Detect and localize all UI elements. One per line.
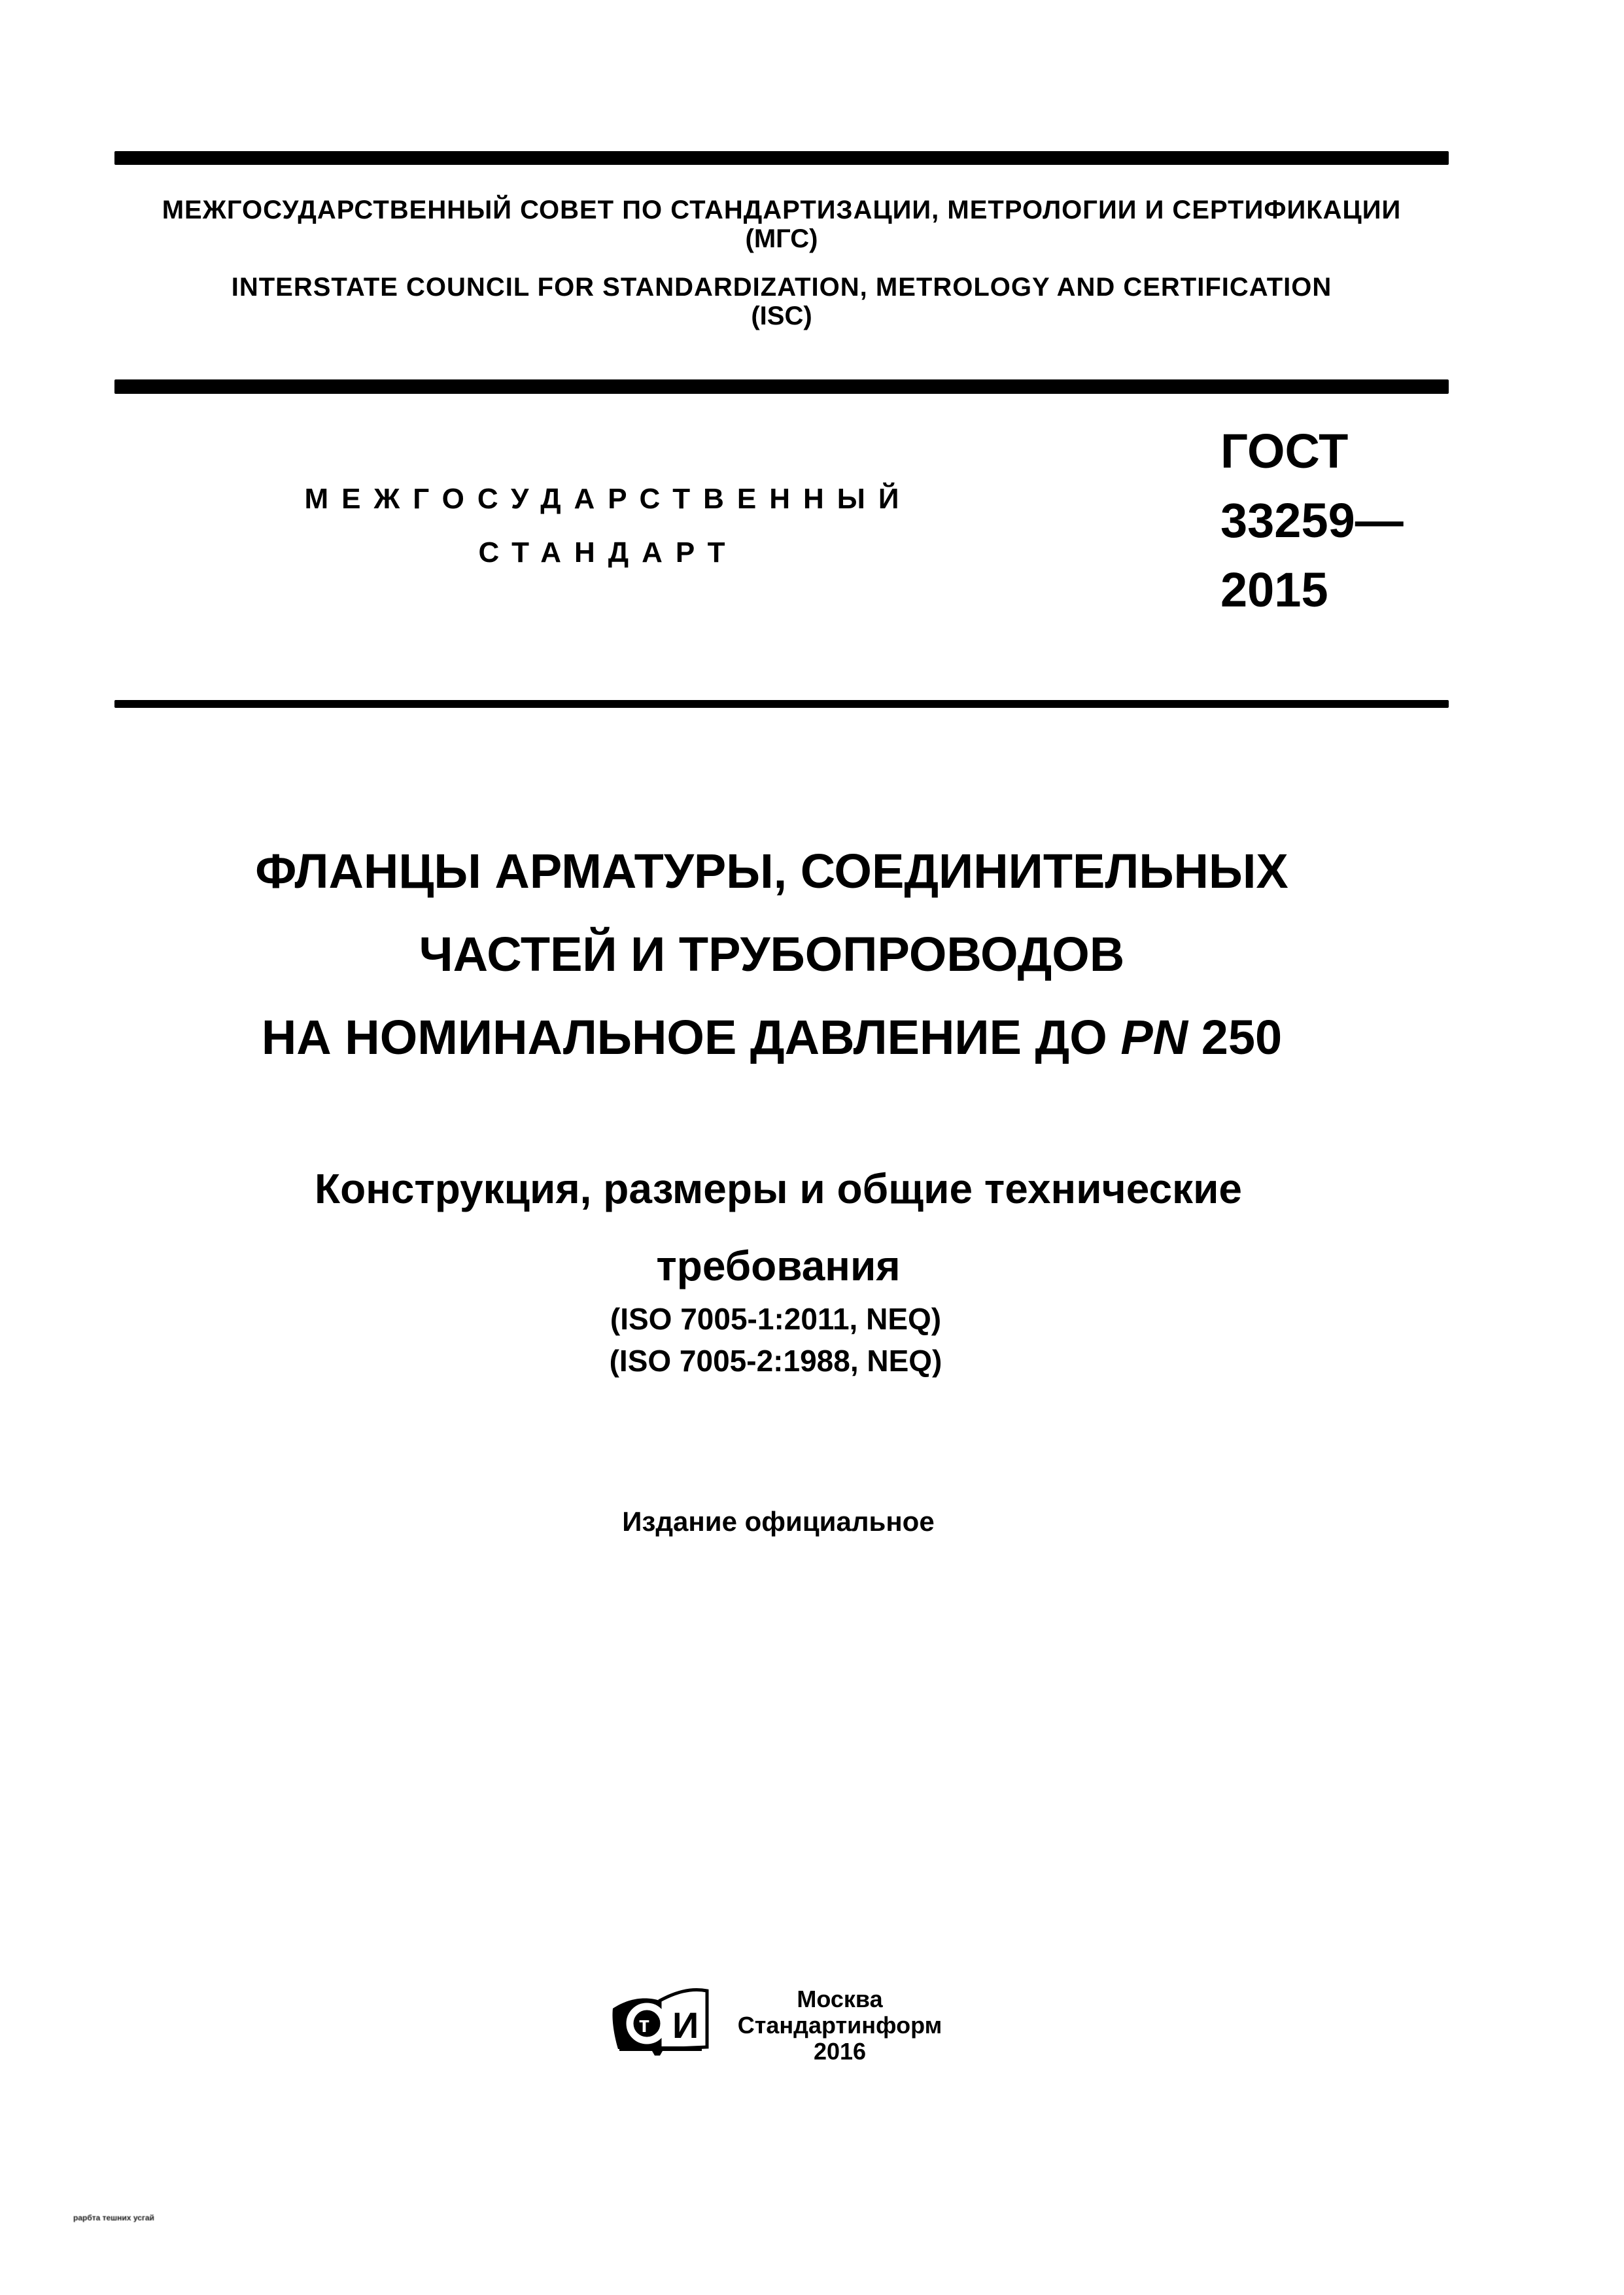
imprint-city: Москва [797,1986,883,2012]
document-subtitle [114,1150,1442,1305]
council-abbr-ru: (МГС) [745,224,818,253]
top-rule [114,151,1449,165]
standartinform-logo-icon [610,1986,710,2056]
standard-type-line1: МЕЖГОСУДАРСТВЕННЫЙ [304,483,912,515]
title-line2: ЧАСТЕЙ И ТРУБОПРОВОДОВ [419,927,1125,981]
illegible-scan-microtext: рарбта тешних усгай [73,2213,154,2222]
iso-reference-2: (ISO 7005-2:1988, NEQ) [609,1344,942,1378]
imprint-publisher: Стандартинформ [737,2012,942,2039]
standard-type-label [249,472,968,580]
document-title [114,830,1429,1079]
council-abbr-en: (ISC) [751,302,812,330]
iso-references [114,1298,1437,1382]
title-line3: НА НОМИНАЛЬНОЕ ДАВЛЕНИЕ ДО PN 250 [261,1010,1283,1064]
spacer [114,253,1449,273]
title-line1: ФЛАНЦЫ АРМАТУРЫ, СОЕДИНИТЕЛЬНЫХ [255,844,1288,898]
imprint-year: 2016 [813,2038,867,2065]
standard-type-line2: СТАНДАРТ [478,536,738,569]
council-name-ru: МЕЖГОСУДАРСТВЕННЫЙ СОВЕТ ПО СТАНДАРТИЗАЦИИ, МЕТРОЛОГИИ И СЕРТИФИКАЦИИ [162,196,1402,224]
svg-text:т: т [638,2012,650,2037]
standard-code-year: 2015 [1220,563,1328,617]
imprint-block [709,1986,971,2065]
pn-italic: PN [1120,1010,1188,1064]
thin-rule [114,700,1449,708]
standard-designation [1220,417,1404,625]
subtitle-line1: Конструкция, размеры и общие технические [315,1165,1242,1212]
official-edition-note: Издание официальное [622,1506,935,1537]
middle-rule [114,379,1449,394]
svg-text:И: И [672,2005,699,2046]
council-header [114,196,1449,330]
council-name-en: INTERSTATE COUNCIL FOR STANDARDIZATION, METROLOGY AND CERTIFICATION [231,273,1332,302]
standard-code-number: 33259— [1220,493,1404,548]
subtitle-line2: требования [656,1242,901,1289]
standard-code-word: ГОСТ [1220,424,1349,478]
iso-reference-1: (ISO 7005-1:2011, NEQ) [610,1302,942,1336]
